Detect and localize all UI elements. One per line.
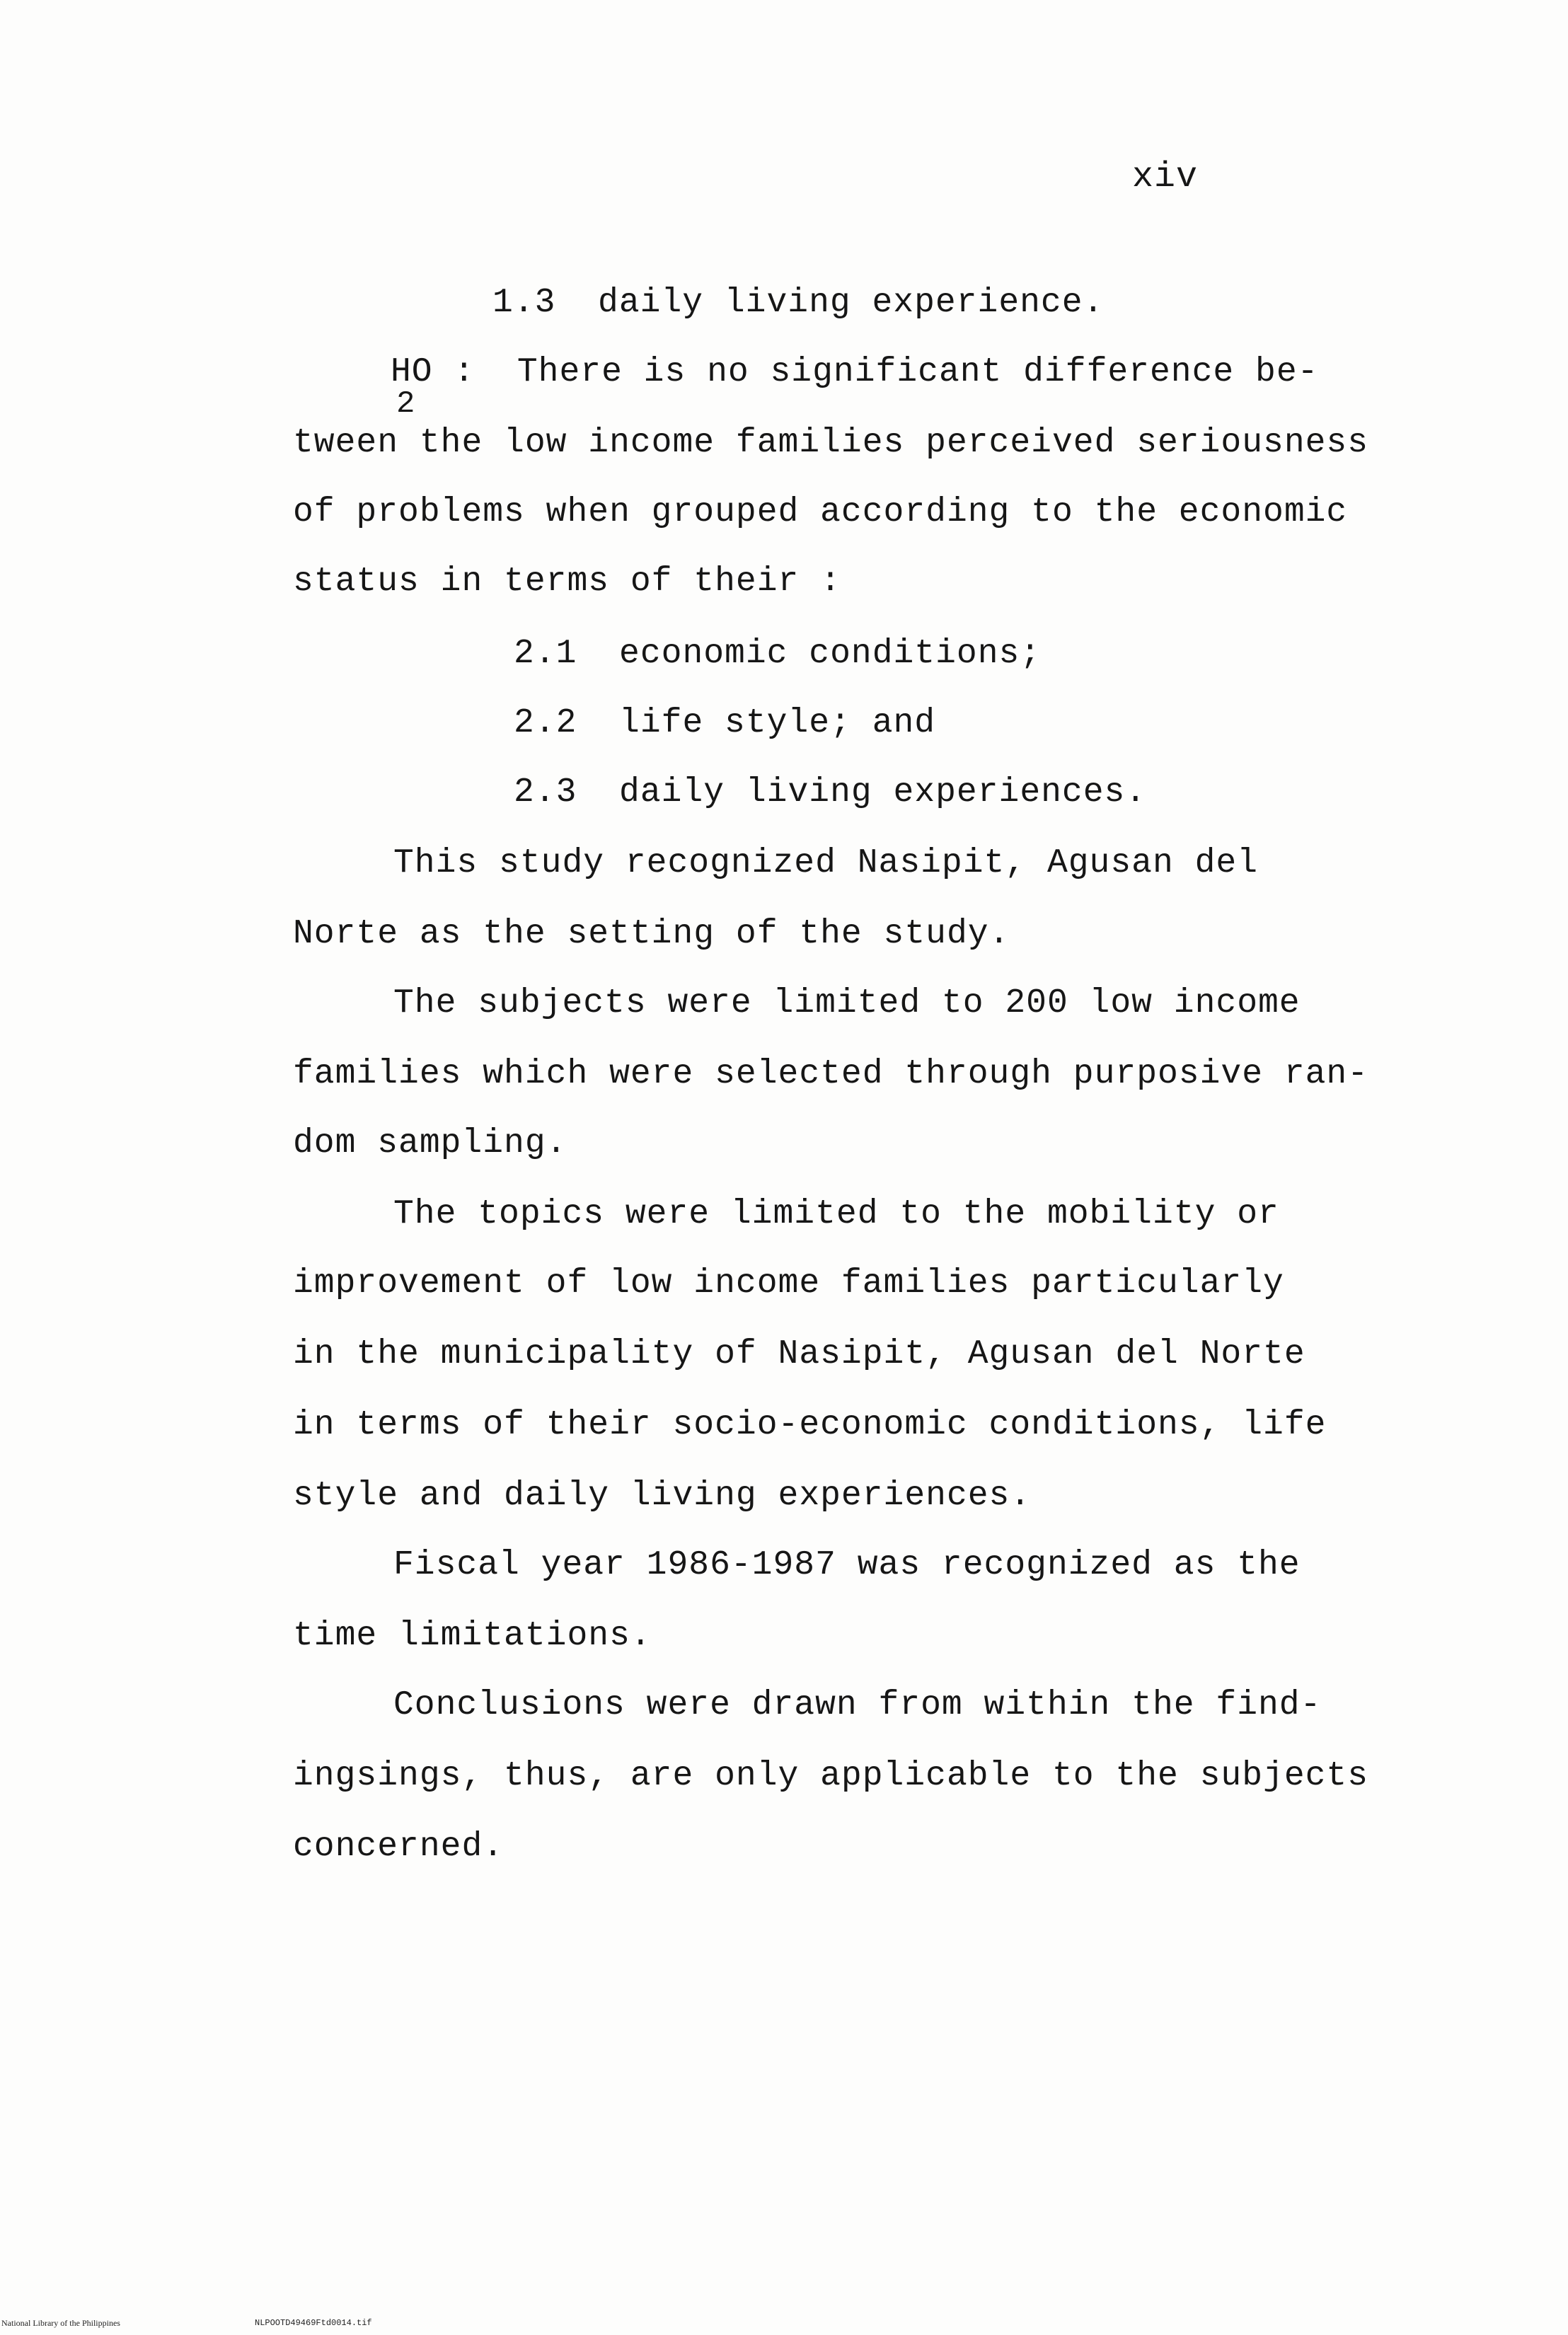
paragraph-subjects-line: dom sampling. <box>293 1124 567 1163</box>
paragraph-topics-line: improvement of low income families particularly <box>293 1264 1284 1303</box>
list-item-text: life style; and <box>619 704 936 742</box>
paragraph-topics-line: in the municipality of Nasipit, Agusan del Norte <box>293 1335 1305 1373</box>
paragraph-conclusions-line: ingsings, thus, are only applicable to the subjects <box>293 1757 1369 1795</box>
paragraph-conclusions-line: Conclusions were drawn from within the find- <box>393 1686 1322 1724</box>
list-item-2-1 <box>514 633 1041 675</box>
list-item-number: 2.3 <box>514 773 577 812</box>
paragraph-setting-line: Norte as the setting of the study. <box>293 915 1010 953</box>
page-number: xiv <box>1132 157 1199 197</box>
footer-library-name: National Library of the Philippines <box>1 2318 120 2328</box>
hypothesis-label: HO 2 <box>391 353 433 391</box>
paragraph-subjects-line: families which were selected through purposive ran- <box>293 1055 1369 1093</box>
list-item-2-2 <box>514 702 935 744</box>
paragraph-subjects-line: The subjects were limited to 200 low income <box>393 984 1301 1022</box>
list-item-number: 2.1 <box>514 635 577 673</box>
list-item-number: 1.3 <box>492 284 556 322</box>
hypothesis-line: tween the low income families perceived seriousness <box>293 424 1369 462</box>
list-item-text: daily living experience. <box>598 284 1105 322</box>
hypothesis-colon: : <box>454 353 475 391</box>
hypothesis-first-line: There is no significant difference be- <box>517 353 1319 391</box>
hypothesis-line: of problems when grouped according to the economic <box>293 493 1348 531</box>
hypothesis-heading <box>391 351 1319 422</box>
list-item-number: 2.2 <box>514 704 577 742</box>
paragraph-setting-line: This study recognized Nasipit, Agusan del <box>393 844 1258 882</box>
paragraph-topics-line: style and daily living experiences. <box>293 1477 1032 1515</box>
paragraph-topics-line: in terms of their socio-economic conditions, life <box>293 1406 1327 1444</box>
list-item-text: economic conditions; <box>619 635 1042 673</box>
paragraph-time-line: time limitations. <box>293 1617 652 1655</box>
list-item-text: daily living experiences. <box>619 773 1147 812</box>
list-item-2-3 <box>514 771 1146 814</box>
paragraph-conclusions-line: concerned. <box>293 1828 505 1866</box>
hypothesis-subscript: 2 <box>396 386 416 422</box>
paragraph-topics-line: The topics were limited to the mobility or <box>393 1195 1279 1233</box>
list-item-1-3 <box>492 282 1104 324</box>
footer-file-name: NLPOOTD49469Ftd0014.tif <box>255 2318 372 2328</box>
paragraph-time-line: Fiscal year 1986-1987 was recognized as the <box>393 1546 1301 1584</box>
hypothesis-line: status in terms of their : <box>293 563 841 601</box>
